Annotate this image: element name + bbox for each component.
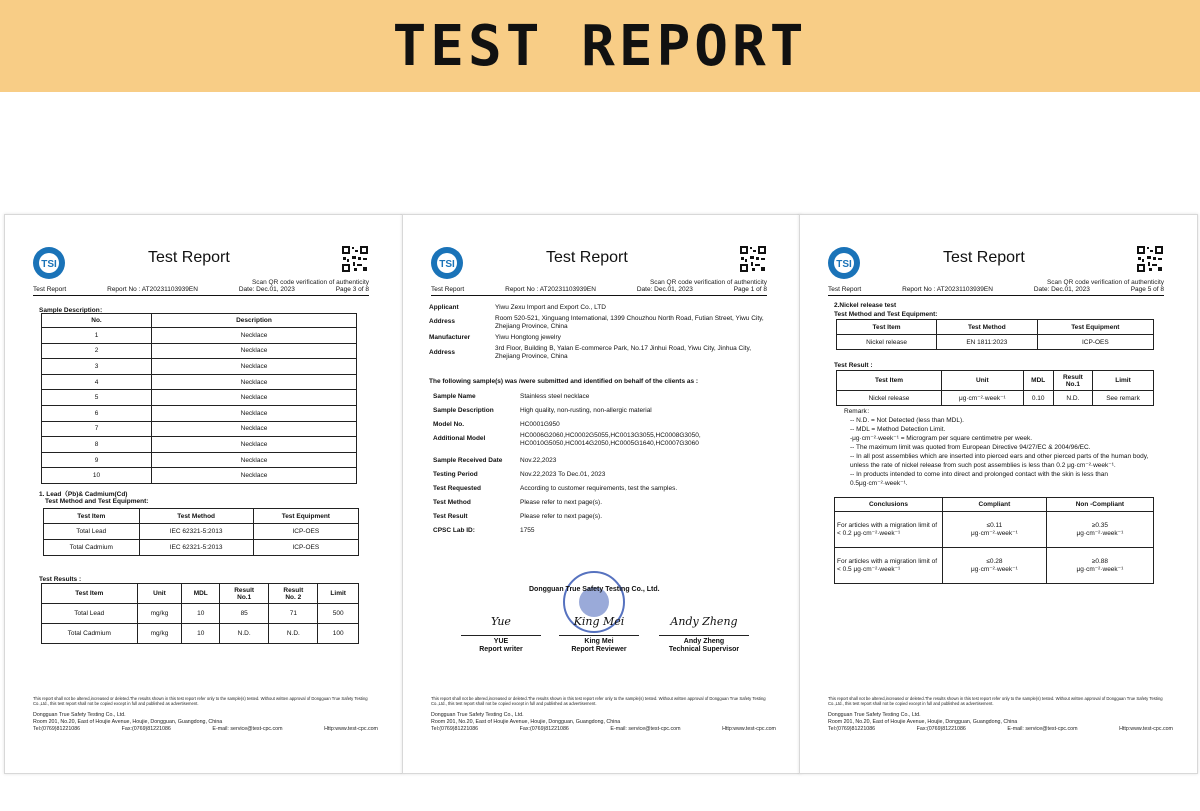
footer-company: Dongguan True Safety Testing Co., Ltd. <box>33 712 126 718</box>
footer-email: E-mail: service@test-cpc.com <box>1007 726 1078 732</box>
handwritten-signature: King Mei <box>573 615 625 628</box>
table-cell: Total Cadmium <box>44 540 140 556</box>
table-row <box>42 390 357 406</box>
info-value: Please refer to next page(s). <box>520 499 603 506</box>
info-value: High quality, non-rusting, non-allergic material <box>520 407 652 414</box>
footer-address: Room 201, No.20, East of Houjie Avenue, Houjie, Dongguan, Guangdong, China <box>33 719 223 725</box>
table-row <box>837 335 1154 350</box>
info-value: HC0006G2060,HC0002G5055,HC0013G3055,HC0008G3050, HC0010G5050,HC0014G2050,HC0005G1640,HC0007G3060 <box>520 432 701 447</box>
table-cell: 100 <box>318 624 359 644</box>
footer-company: Dongguan True Safety Testing Co., Ltd. <box>828 712 921 718</box>
table-cell: EN 1811:2023 <box>937 335 1038 350</box>
table-cell: Necklace <box>152 374 357 390</box>
remark-line: -μg·cm⁻²·week⁻¹ = Microgram per square centimetre per week. <box>850 435 1033 442</box>
table-cell: Necklace <box>152 452 357 468</box>
table-row <box>44 524 359 540</box>
report-number: Report No : AT20231103939EN <box>107 286 198 293</box>
info-value: Nov.22,2023 To Dec.01, 2023 <box>520 471 606 478</box>
table-cell: Necklace <box>152 421 357 437</box>
footer-email: E-mail: service@test-cpc.com <box>610 726 681 732</box>
info-key: Test Requested <box>433 485 481 492</box>
report-label: Test Report <box>33 286 67 293</box>
info-value: Room 520-521, Xinguang International, 1399 Chouzhou North Road, Futian Street, Yiwu City, Zhejiang Province, China <box>495 315 764 330</box>
info-key: Additional Model <box>433 435 486 442</box>
section-lead-cadmium: 1. Lead（Pb)& Cadmium(Cd) <box>39 491 128 498</box>
table-cell: ICP-OES <box>253 540 358 556</box>
info-key: CPSC Lab ID: <box>433 527 475 534</box>
table-cell: 4 <box>42 374 152 390</box>
table-cell: 7 <box>42 421 152 437</box>
signer-role: Report Reviewer <box>571 646 627 653</box>
table-header: Non -Compliant <box>1046 498 1153 512</box>
qr-code-icon <box>341 245 369 273</box>
info-value: Nov.22,2023 <box>520 457 557 464</box>
info-value: 1755 <box>520 527 535 534</box>
table-header: Test Equipment <box>253 509 358 524</box>
table-cell: Total Lead <box>42 604 138 624</box>
handwritten-signature: Yue <box>491 615 511 628</box>
table-cell: Necklace <box>152 359 357 375</box>
sample-description-heading: Sample Description： <box>39 307 107 314</box>
report-header <box>33 245 369 285</box>
table-cell: Nickel release <box>837 391 942 406</box>
table-cell: 10 <box>42 468 152 484</box>
table-header: Description <box>152 314 357 328</box>
report-label: Test Report <box>828 286 862 293</box>
report-footer <box>828 696 1173 733</box>
page-number: Page 1 of 8 <box>733 286 767 293</box>
remark-line: -- The maximum limit was quoted from European Directive 94/27/EC & 2004/96/EC. <box>850 444 1091 451</box>
submitted-note: The following sample(s) was /were submitted and identified on behalf of the clients as : <box>429 378 699 385</box>
table-header: Test Item <box>837 320 937 335</box>
applicant-info <box>429 303 774 363</box>
report-meta <box>33 286 369 296</box>
results-heading: Test Results : <box>39 576 82 583</box>
table-row <box>42 405 357 421</box>
table-row <box>44 540 359 556</box>
table-header: Compliant <box>943 498 1047 512</box>
remark-line: -- N.D. = Not Detected (less than MDL). <box>850 417 964 424</box>
table-header: Test Method <box>139 509 253 524</box>
info-key: Model No. <box>433 421 465 428</box>
table-cell: ≥0.35 μg·cm⁻²·week⁻¹ <box>1046 512 1153 548</box>
table-cell: Necklace <box>152 437 357 453</box>
table-row <box>42 468 357 484</box>
qr-note: Scan QR code verification of authenticity <box>251 279 369 286</box>
table-header: MDL <box>1023 371 1053 391</box>
table-cell: IEC 62321-5:2013 <box>139 524 253 540</box>
method-heading: Test Method and Test Equipment: <box>45 498 149 505</box>
qr-code-icon <box>739 245 767 273</box>
report-number: Report No : AT20231103939EN <box>505 286 596 293</box>
table-cell: Necklace <box>152 390 357 406</box>
remark-line: -- MDL = Method Detection Limit. <box>850 426 946 433</box>
table-header: Test Method <box>937 320 1038 335</box>
table-header: Limit <box>318 584 359 604</box>
table-cell: 10 <box>182 624 220 644</box>
table-row <box>42 604 359 624</box>
info-value: HC0001G950 <box>520 421 560 428</box>
tsi-logo-icon <box>33 247 65 279</box>
report-footer <box>431 696 776 733</box>
footer-email: E-mail: service@test-cpc.com <box>212 726 283 732</box>
footer-address: Room 201, No.20, East of Houjie Avenue, Houjie, Dongguan, Guangdong, China <box>828 719 1018 725</box>
info-key: Testing Period <box>433 471 478 478</box>
table-row <box>42 421 357 437</box>
table-cell: IEC 62321-5:2013 <box>139 540 253 556</box>
report-footer <box>33 696 378 733</box>
sample-table <box>41 313 357 484</box>
footer-company: Dongguan True Safety Testing Co., Ltd. <box>431 712 524 718</box>
table-row <box>837 391 1154 406</box>
table-cell: 500 <box>318 604 359 624</box>
report-number: Report No : AT20231103939EN <box>902 286 993 293</box>
sample-info <box>433 392 773 542</box>
qr-note: Scan QR code verification of authenticity <box>649 279 767 286</box>
remark-line: -- In products intended to come into direct and prolonged contact with the skin is less than 0.5μg·cm⁻²·week⁻¹. <box>850 471 1108 487</box>
signature-report-reviewer <box>559 611 639 654</box>
tsi-logo-icon <box>431 247 463 279</box>
info-key: Manufacturer <box>429 334 471 341</box>
tsi-logo-icon <box>828 247 860 279</box>
report-page-nickel-release <box>799 214 1198 774</box>
footer-disclaimer: This report shall not be altered,increased or deleted.The results shown in this test report refer only to the sample(s) tested. Without written approval of Dongguan True Safety Testing Co.,Ltd., this test report shall not be copied except in full and published as advertisement. <box>431 696 766 706</box>
qr-note: Scan QR code verification of authenticity <box>1046 279 1164 286</box>
company-name: Dongguan True Safety Testing Co., Ltd. <box>529 586 660 593</box>
signer-name: YUE <box>493 638 509 645</box>
page-title: Test Report <box>943 249 1025 266</box>
table-row <box>42 624 359 644</box>
table-cell: 10 <box>182 604 220 624</box>
table-row <box>42 359 357 375</box>
table-cell: ICP-OES <box>253 524 358 540</box>
footer-web: Http:www.test-cpc.com <box>1119 726 1173 732</box>
signature-report-writer <box>461 611 541 654</box>
table-cell: Necklace <box>152 405 357 421</box>
table-row <box>42 374 357 390</box>
footer-disclaimer: This report shall not be altered,increased or deleted.The results shown in this test report refer only to the sample(s) tested. Without written approval of Dongguan True Safety Testing Co.,Ltd., this test report shall not be copied except in full and published as advertisement. <box>33 696 368 706</box>
banner-title: TEST REPORT <box>392 13 808 79</box>
table-cell: Necklace <box>152 343 357 359</box>
info-key: Test Result <box>433 513 468 520</box>
table-cell: Total Cadmium <box>42 624 138 644</box>
info-value: Yiwu Hongtong jewelry <box>495 334 561 341</box>
footer-tel: Tel:(0769)81221086 <box>828 726 876 732</box>
page-number: Page 3 of 8 <box>335 286 369 293</box>
table-cell: mg/kg <box>137 604 182 624</box>
table-cell: 8 <box>42 437 152 453</box>
info-key: Test Method <box>433 499 471 506</box>
table-row <box>42 343 357 359</box>
info-value: Stainless steel necklace <box>520 393 590 400</box>
method-table <box>43 508 359 556</box>
table-cell: N.D. <box>269 624 318 644</box>
info-key: Address <box>429 349 456 356</box>
info-key: Address <box>429 318 456 325</box>
table-cell: Total Lead <box>44 524 140 540</box>
svg-text:TSI: TSI <box>836 259 852 270</box>
method-heading: Test Method and Test Equipment: <box>834 311 938 318</box>
footer-fax: Fax:(0769)81221086 <box>916 726 966 732</box>
handwritten-signature: Andy Zheng <box>670 615 738 628</box>
section-nickel-release: 2.Nickel release test <box>834 302 897 309</box>
report-meta <box>431 286 767 296</box>
report-label: Test Report <box>431 286 465 293</box>
table-cell: 85 <box>220 604 269 624</box>
footer-fax: Fax:(0769)81221086 <box>519 726 569 732</box>
footer-address: Room 201, No.20, East of Houjie Avenue, Houjie, Dongguan, Guangdong, China <box>431 719 621 725</box>
table-header: Conclusions <box>835 498 943 512</box>
table-cell: ICP-OES <box>1037 335 1153 350</box>
page-title: Test Report <box>148 249 230 266</box>
report-header <box>828 245 1164 285</box>
table-header: Unit <box>137 584 182 604</box>
footer-web: Http:www.test-cpc.com <box>722 726 776 732</box>
table-header: Test Equipment <box>1037 320 1153 335</box>
remarks <box>844 407 1164 488</box>
signer-name: King Mei <box>584 638 614 645</box>
table-header: Test Item <box>42 584 138 604</box>
footer-disclaimer: This report shall not be altered,increased or deleted.The results shown in this test report refer only to the sample(s) tested. Without written approval of Dongguan True Safety Testing Co.,Ltd., this test report shall not be copied except in full and published as advertisement. <box>828 696 1163 706</box>
table-cell: mg/kg <box>137 624 182 644</box>
footer-tel: Tel:(0769)81221086 <box>33 726 81 732</box>
footer-tel: Tel:(0769)81221086 <box>431 726 479 732</box>
footer-fax: Fax:(0769)81221086 <box>121 726 171 732</box>
table-row <box>42 437 357 453</box>
table-header: Unit <box>942 371 1024 391</box>
table-header: Test Item <box>44 509 140 524</box>
table-header: MDL <box>182 584 220 604</box>
info-key: Applicant <box>429 304 459 311</box>
table-cell: 9 <box>42 452 152 468</box>
method-table <box>836 319 1154 350</box>
table-header: Result No.1 <box>1053 371 1092 391</box>
info-value: According to customer requirements, test the samples. <box>520 485 678 492</box>
report-page-cover <box>402 214 801 774</box>
report-header <box>431 245 767 285</box>
info-key: Sample Description <box>433 407 494 414</box>
page-number: Page 5 of 8 <box>1130 286 1164 293</box>
table-cell: μg·cm⁻²·week⁻¹ <box>942 391 1024 406</box>
table-cell: 6 <box>42 405 152 421</box>
table-cell: Necklace <box>152 468 357 484</box>
table-header: Result No. 2 <box>269 584 318 604</box>
report-page-lead-cadmium <box>4 214 403 774</box>
table-cell: Nickel release <box>837 335 937 350</box>
svg-text:TSI: TSI <box>41 259 57 270</box>
table-cell: 2 <box>42 343 152 359</box>
table-cell: 1 <box>42 328 152 344</box>
signer-role: Report writer <box>479 646 523 653</box>
table-cell: 5 <box>42 390 152 406</box>
table-cell: ≤0.11 μg·cm⁻²·week⁻¹ <box>943 512 1047 548</box>
table-row <box>42 452 357 468</box>
info-key: Sample Received Date <box>433 457 503 464</box>
table-header: No. <box>42 314 152 328</box>
banner <box>0 0 1200 92</box>
table-cell: See remark <box>1093 391 1154 406</box>
table-cell: 3 <box>42 359 152 375</box>
result-heading: Test Result : <box>834 362 873 369</box>
remark-line: -- In all post assemblies which are inserted into pierced ears and other pierced parts of the human body, unless the rate of nickel release from such post assemblies is less than 0.2 μg·cm⁻²·week⁻¹. <box>850 453 1149 469</box>
table-row <box>835 512 1154 548</box>
table-cell: Necklace <box>152 328 357 344</box>
table-header: Limit <box>1093 371 1154 391</box>
footer-web: Http:www.test-cpc.com <box>324 726 378 732</box>
table-cell: ≥0.88 μg·cm⁻²·week⁻¹ <box>1046 548 1153 584</box>
report-date: Date: Dec.01, 2023 <box>636 286 693 293</box>
table-cell: N.D. <box>220 624 269 644</box>
table-row <box>42 328 357 344</box>
svg-text:TSI: TSI <box>439 259 455 270</box>
report-date: Date: Dec.01, 2023 <box>1033 286 1090 293</box>
results-table <box>41 583 359 644</box>
result-table <box>836 370 1154 406</box>
table-cell: For articles with a migration limit of < 0.2 μg·cm⁻²·week⁻¹ <box>835 512 943 548</box>
table-cell: N.D. <box>1053 391 1092 406</box>
signature-technical-supervisor <box>659 611 749 654</box>
table-cell: 0.10 <box>1023 391 1053 406</box>
table-cell: For articles with a migration limit of < 0.5 μg·cm⁻²·week⁻¹ <box>835 548 943 584</box>
info-key: Sample Name <box>433 393 476 400</box>
report-meta <box>828 286 1164 296</box>
info-value: Yiwu Zexu Import and Export Co., LTD <box>495 304 606 311</box>
table-cell: 71 <box>269 604 318 624</box>
qr-code-icon <box>1136 245 1164 273</box>
table-cell: ≤0.28 μg·cm⁻²·week⁻¹ <box>943 548 1047 584</box>
page-title: Test Report <box>546 249 628 266</box>
signer-role: Technical Supervisor <box>668 646 740 653</box>
info-value: Please refer to next page(s). <box>520 513 603 520</box>
conclusion-table <box>834 497 1154 584</box>
report-date: Date: Dec.01, 2023 <box>238 286 295 293</box>
signer-name: Andy Zheng <box>683 638 725 645</box>
info-value: 3rd Floor, Building B, Yalan E-commerce Park, No.17 Jinhui Road, Yiwu City, Jinhua City, Zhejiang Province, China <box>495 345 752 360</box>
remark-title: Remark： <box>844 408 874 415</box>
table-header: Result No.1 <box>220 584 269 604</box>
table-header: Test Item <box>837 371 942 391</box>
table-row <box>835 548 1154 584</box>
